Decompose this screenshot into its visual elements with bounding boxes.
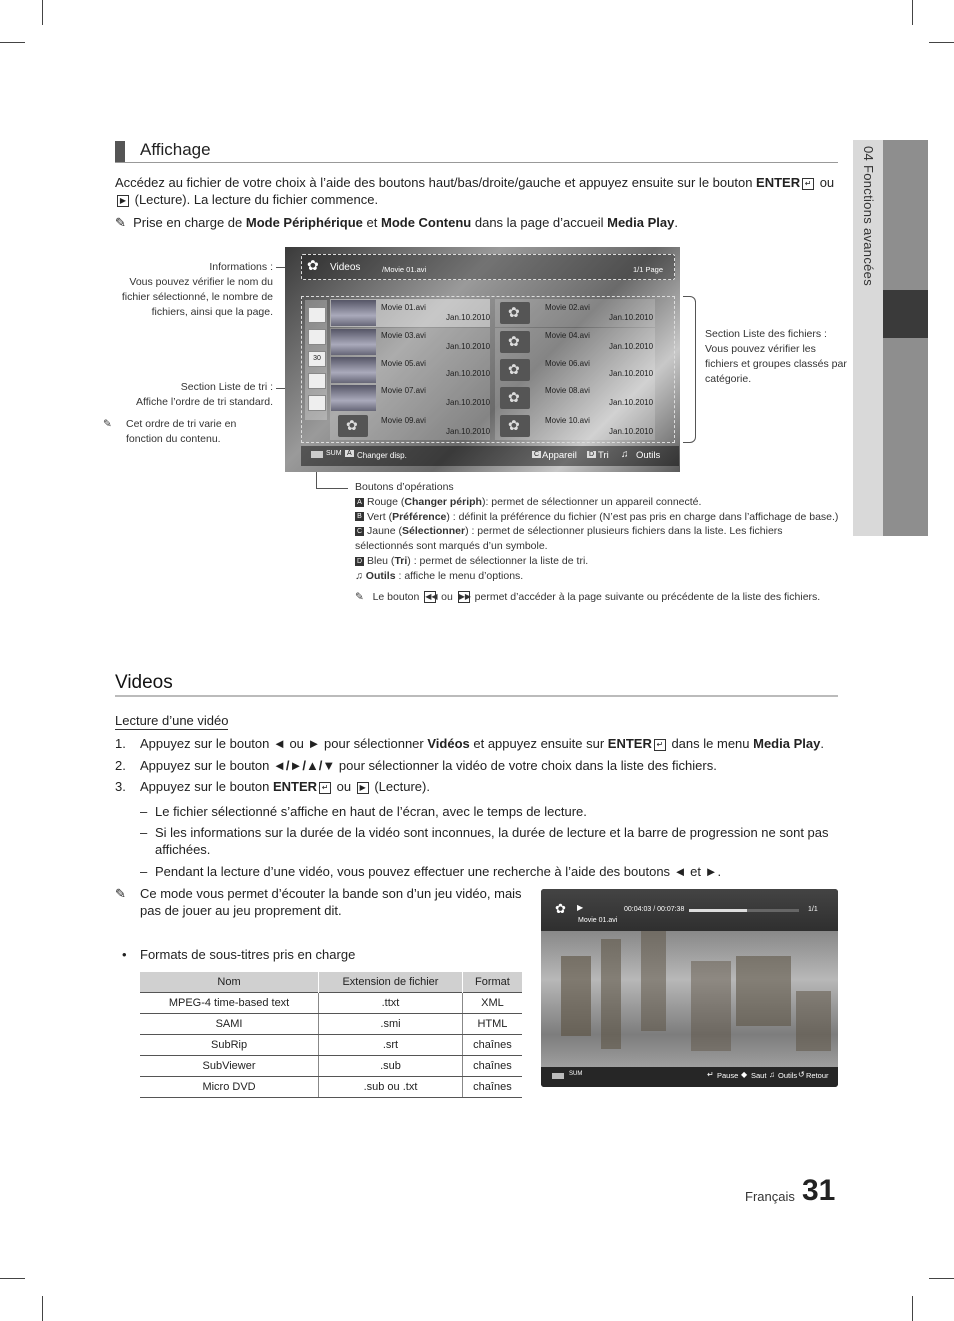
sum-logo-icon bbox=[552, 1073, 564, 1079]
video-playback-screen bbox=[541, 889, 838, 1087]
film-reel-icon bbox=[338, 415, 368, 437]
table-cell: .ttxt bbox=[319, 993, 463, 1014]
callout-line bbox=[316, 472, 317, 489]
key-d-icon: D bbox=[589, 451, 595, 458]
film-icon: ✿ bbox=[307, 257, 319, 273]
playing-file: Movie 01.avi bbox=[578, 917, 618, 924]
item-name: Movie 03.avi bbox=[381, 331, 426, 340]
rewind-icon: ◀◀ bbox=[425, 591, 438, 601]
operations-list: Boutons d’opérations A Rouge (Changer périph): permet de sélectionner un appareil connecté. B Vert (Préférence) : définit la préférence du fichier (N’est pas pris en charge dans l’affichage de base.) C Jaune (Sélectionner) : permet de sélectionner plusieurs fichiers dans la liste. Les fichiers sélectionnés sont marqués d’un symbole. D Bleu (Tri) : permet de sélectionner la liste de tri. ♫ Outils : affiche le menu d’options. ✎ Le bouton ◀◀ ou ▶▶ permet d’accéder à la page suivante ou précédente de la liste des fichiers. bbox=[355, 481, 839, 603]
video-thumbnail bbox=[331, 385, 376, 411]
item-name: Movie 08.avi bbox=[545, 386, 590, 395]
enter-icon: ↵ bbox=[654, 739, 666, 751]
person-icon[interactable] bbox=[308, 329, 326, 345]
table-header: Format bbox=[462, 972, 522, 993]
item-date: Jan.10.2010 bbox=[609, 398, 654, 407]
note-pencil-icon: ✎ bbox=[355, 590, 364, 603]
note-pencil-icon: ✎ bbox=[115, 886, 126, 901]
pause-button[interactable]: Pause bbox=[717, 1071, 739, 1080]
section-heading: Videos bbox=[115, 672, 173, 693]
list-bracket bbox=[683, 296, 696, 443]
bullet-text: Formats de sous-titres pris en charge bbox=[140, 947, 356, 962]
item-date: Jan.10.2010 bbox=[609, 342, 654, 351]
step-text: Appuyez sur le bouton ◄/►/▲/▼ pour sélectionner la vidéo de votre choix dans la liste des fichiers. bbox=[140, 758, 717, 773]
table-row bbox=[140, 1014, 522, 1035]
table-cell: .sub bbox=[319, 1056, 463, 1077]
sum-logo-icon bbox=[311, 451, 323, 458]
film-reel-icon bbox=[500, 415, 530, 437]
table-cell: chaînes bbox=[462, 1035, 522, 1056]
left-right-icon: ◆ bbox=[741, 1070, 748, 1079]
progress-track[interactable] bbox=[689, 909, 799, 912]
note-pencil-icon: ✎ bbox=[103, 418, 112, 430]
enter-icon: ↵ bbox=[802, 178, 814, 190]
item-name: Movie 01.avi bbox=[381, 303, 426, 312]
item-name: Movie 09.avi bbox=[381, 416, 426, 425]
section-heading: Affichage bbox=[140, 140, 211, 159]
table-row bbox=[140, 1035, 522, 1056]
star-icon[interactable] bbox=[308, 395, 326, 411]
item-date: Jan.10.2010 bbox=[609, 313, 654, 322]
step-number: 2. bbox=[115, 758, 126, 773]
table-cell: chaînes bbox=[462, 1056, 522, 1077]
chapter-label: 04 Fonctions avancées bbox=[861, 146, 876, 286]
sum-label: SUM bbox=[326, 450, 342, 457]
return-icon: ↺ bbox=[798, 1070, 805, 1079]
table-cell: XML bbox=[462, 993, 522, 1014]
play-icon: ▶ bbox=[117, 195, 129, 207]
film-reel-icon bbox=[500, 387, 530, 409]
item-name: Movie 06.avi bbox=[545, 359, 590, 368]
table-row bbox=[140, 1056, 522, 1077]
side-tab-active-block bbox=[883, 290, 928, 338]
tools-icon: ♫ bbox=[769, 1070, 775, 1079]
file-path: /Movie 01.avi bbox=[382, 265, 427, 274]
dash-marker: – bbox=[140, 804, 148, 819]
subtitle-format-table bbox=[140, 972, 522, 1098]
table-cell: .smi bbox=[319, 1014, 463, 1035]
tools-button[interactable]: Outils bbox=[636, 450, 661, 461]
playback-time: 00:04:03 / 00:07:38 bbox=[624, 906, 685, 913]
enter-icon: ↵ bbox=[707, 1070, 714, 1079]
step-text: Appuyez sur le bouton ENTER ↵ ou ▶ (Lecture). bbox=[140, 779, 430, 794]
callout-line bbox=[316, 488, 348, 489]
table-cell: SAMI bbox=[140, 1014, 319, 1035]
step-text: Appuyez sur le bouton ◄ ou ► pour sélectionner Vidéos et appuyez ensuite sur ENTER ↵ dans le menu Media Play. bbox=[140, 736, 824, 751]
item-date: Jan.10.2010 bbox=[446, 398, 491, 407]
footer-language: Français bbox=[745, 1189, 795, 1204]
item-date: Jan.10.2010 bbox=[446, 369, 491, 378]
play-icon: ▶ bbox=[357, 782, 369, 794]
film-icon: ✿ bbox=[555, 901, 566, 916]
dash-item: Si les informations sur la durée de la vidéo sont inconnues, la durée de lecture et la barre de progression ne sont pas affichées. bbox=[155, 825, 829, 857]
item-date: Jan.10.2010 bbox=[446, 313, 491, 322]
video-frame bbox=[541, 931, 838, 1069]
heading-rule bbox=[115, 162, 838, 163]
item-date: Jan.10.2010 bbox=[609, 427, 654, 436]
sort-button[interactable]: Tri bbox=[598, 450, 609, 461]
fastforward-icon: ▶▶ bbox=[458, 591, 472, 601]
item-name: Movie 07.avi bbox=[381, 386, 426, 395]
table-cell: .srt bbox=[319, 1035, 463, 1056]
music-icon[interactable] bbox=[308, 373, 326, 389]
sort-note: ✎ Cet ordre de tri varie en fonction du contenu. bbox=[103, 418, 237, 445]
table-row bbox=[140, 1077, 522, 1098]
progress-fill bbox=[689, 909, 747, 912]
video-thumbnail bbox=[331, 357, 376, 383]
sort-callout: Section Liste de tri : Affiche l’ordre de tri standard. bbox=[136, 381, 273, 408]
tools-icon: ♫ bbox=[355, 569, 366, 582]
tools-button[interactable]: Outils bbox=[778, 1071, 798, 1080]
info-callout: Informations : Vous pouvez vérifier le nom du fichier sélectionné, le nombre de fichiers, ainsi que la page. bbox=[121, 261, 273, 318]
heading-rule bbox=[115, 695, 838, 697]
calendar-icon[interactable]: 30 bbox=[308, 351, 326, 367]
crop-mark bbox=[42, 0, 43, 25]
bullet-icon: • bbox=[122, 947, 127, 962]
table-row bbox=[140, 993, 522, 1014]
note-paragraph: ✎ Prise en charge de Mode Périphérique et Mode Contenu dans la page d’accueil Media Play. bbox=[115, 215, 678, 230]
table-cell: chaînes bbox=[462, 1077, 522, 1098]
list-callout: Section Liste des fichiers : Vous pouvez vérifier les fichiers et groupes classés par catégorie. bbox=[705, 328, 847, 385]
video-thumbnail bbox=[331, 300, 376, 326]
enter-icon: ↵ bbox=[319, 782, 331, 794]
film-reel-icon bbox=[500, 302, 530, 324]
table-cell: MPEG-4 time-based text bbox=[140, 993, 319, 1014]
side-tab-block bbox=[883, 140, 928, 290]
item-name: Movie 05.avi bbox=[381, 359, 426, 368]
item-name: Movie 10.avi bbox=[545, 416, 590, 425]
key-a-icon: A bbox=[347, 450, 352, 457]
dash-item: Pendant la lecture d’une vidéo, vous pouvez effectuer une recherche à l’aide des boutons ◄ et ►. bbox=[155, 864, 722, 879]
crop-mark bbox=[929, 1278, 954, 1279]
folder-icon[interactable] bbox=[308, 307, 326, 323]
crop-mark bbox=[912, 0, 913, 25]
crop-mark bbox=[42, 1296, 43, 1321]
note-text: Ce mode vous permet d’écouter la bande son d’un jeu vidéo, mais pas de jouer au jeu proprement dit. bbox=[140, 886, 522, 918]
play-state-icon: ▶ bbox=[577, 903, 584, 912]
step-number: 3. bbox=[115, 779, 126, 794]
table-cell: SubViewer bbox=[140, 1056, 319, 1077]
page-number: 31 bbox=[802, 1174, 836, 1207]
note-pencil-icon: ✎ bbox=[115, 215, 126, 230]
item-date: Jan.10.2010 bbox=[446, 427, 491, 436]
crop-mark bbox=[0, 1278, 25, 1279]
intro-paragraph: Accédez au fichier de votre choix à l’aide des boutons haut/bas/droite/gauche et appuyez ensuite sur le bouton ENTER ↵ ou ▶ (Lecture). La lecture du fichier commence. bbox=[115, 175, 835, 207]
device-button[interactable]: Appareil bbox=[542, 450, 577, 461]
file-count: 1/1 bbox=[808, 906, 818, 913]
heading-marker bbox=[115, 141, 125, 162]
side-tab-block bbox=[883, 338, 928, 536]
table-cell: Micro DVD bbox=[140, 1077, 319, 1098]
film-reel-icon bbox=[500, 359, 530, 381]
table-cell: .sub ou .txt bbox=[319, 1077, 463, 1098]
return-button[interactable]: Retour bbox=[806, 1071, 829, 1080]
step-number: 1. bbox=[115, 736, 126, 751]
page-indicator: 1/1 Page bbox=[633, 265, 664, 274]
item-name: Movie 02.avi bbox=[545, 303, 590, 312]
item-date: Jan.10.2010 bbox=[446, 342, 491, 351]
video-thumbnail bbox=[331, 329, 376, 355]
sum-label: SUM bbox=[569, 1071, 583, 1077]
table-cell: SubRip bbox=[140, 1035, 319, 1056]
crop-mark bbox=[0, 42, 25, 43]
key-c-icon: C bbox=[534, 451, 540, 458]
tools-icon: ♫ bbox=[621, 449, 629, 460]
category-label: Videos bbox=[330, 262, 361, 273]
item-date: Jan.10.2010 bbox=[609, 369, 654, 378]
dash-marker: – bbox=[140, 825, 148, 840]
table-header: Extension de fichier bbox=[319, 972, 463, 993]
table-header: Nom bbox=[140, 972, 319, 993]
crop-mark bbox=[929, 42, 954, 43]
crop-mark bbox=[912, 1296, 913, 1321]
item-name: Movie 04.avi bbox=[545, 331, 590, 340]
change-device-button[interactable]: Changer disp. bbox=[357, 451, 407, 460]
dash-marker: – bbox=[140, 864, 148, 879]
subsection-heading: Lecture d’une vidéo bbox=[115, 713, 229, 728]
film-reel-icon bbox=[500, 331, 530, 353]
table-cell: HTML bbox=[462, 1014, 522, 1035]
dash-item: Le fichier sélectionné s’affiche en haut de l’écran, avec le temps de lecture. bbox=[155, 804, 587, 819]
skip-button[interactable]: Saut bbox=[751, 1071, 767, 1080]
